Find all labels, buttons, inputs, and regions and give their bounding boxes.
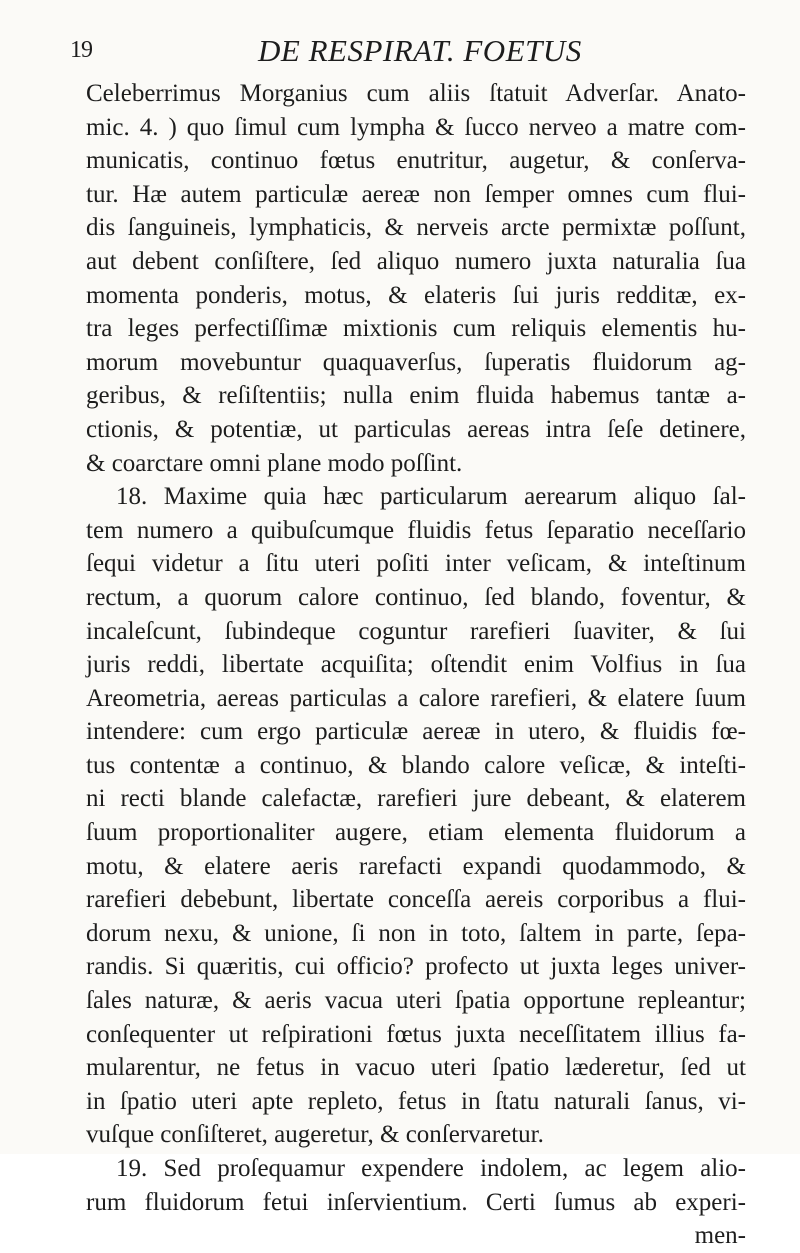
catchword: men- bbox=[694, 1222, 746, 1250]
text-line: ſequi videtur a ſitu uteri poſiti inter veſicam, & inteſtinum bbox=[86, 550, 746, 578]
text-line: dorum nexu, & unione, ſi non in toto, ſaltem in parte, ſepa- bbox=[86, 919, 746, 947]
text-line: morum movebuntur quaquaverſus, ſuperatis fluidorum ag- bbox=[86, 348, 746, 376]
running-head: DE RESPIRAT. FOETUS bbox=[258, 33, 582, 68]
text-line: rectum, a quorum calore continuo, ſed blando, foventur, & bbox=[86, 583, 746, 611]
paragraph-start-line: 18. Maxime quia hæc particularum aerearum aliquo ſal- bbox=[116, 483, 746, 511]
text-line: in ſpatio uteri apte repleto, fetus in ſtatu naturali ſanus, vi- bbox=[86, 1087, 746, 1115]
text-line: mic. 4. ) quo ſimul cum lympha & ſucco nerveo a matre com- bbox=[86, 113, 746, 141]
page-header bbox=[70, 33, 730, 73]
text-line: dis ſanguineis, lymphaticis, & nerveis arcte permixtæ poſſunt, bbox=[86, 214, 746, 242]
paragraph-start-line: 19. Sed proſequamur expendere indolem, ac legem alio- bbox=[116, 1155, 746, 1182]
text-line: ſuum proportionaliter augere, etiam elementa fluidorum a bbox=[86, 819, 746, 847]
text-line: motu, & elatere aeris rarefacti expandi quodammodo, & bbox=[86, 852, 746, 880]
text-line: tra leges perfectiſſimæ mixtionis cum reliquis elementis hu- bbox=[86, 315, 746, 343]
text-line: Celeberrimus Morganius cum aliis ſtatuit Adverſar. Anato- bbox=[86, 80, 746, 107]
text-line: tem numero a quibuſcumque fluidis fetus ſeparatio neceſſario bbox=[86, 516, 746, 544]
text-line: momenta ponderis, motus, & elateris ſui juris redditæ, ex- bbox=[86, 281, 746, 309]
paragraph-end-line: & coarctare omni plane modo poſſint. bbox=[86, 449, 463, 477]
text-line: ni recti blande calefactæ, rarefieri jure debeant, & elaterem bbox=[86, 785, 746, 813]
text-line: rarefieri debebunt, libertate conceſſa aereis corporibus a flui- bbox=[86, 886, 746, 914]
text-line: Areometria, aereas particulas a calore rarefieri, & elatere ſuum bbox=[86, 684, 746, 712]
text-line: mularentur, ne fetus in vacuo uteri ſpatio læderetur, ſed ut bbox=[86, 1054, 746, 1082]
text-line: tur. Hæ autem particulæ aereæ non ſemper omnes cum flui- bbox=[86, 180, 746, 208]
text-line: intendere: cum ergo particulæ aereæ in utero, & fluidis fœ- bbox=[86, 718, 746, 746]
text-line: ctionis, & potentiæ, ut particulas aereas intra ſeſe detinere, bbox=[86, 415, 746, 443]
text-line: municatis, continuo fœtus enutritur, augetur, & conſerva- bbox=[86, 147, 746, 175]
text-line: incaleſcunt, ſubindeque coguntur rarefieri ſuaviter, & ſui bbox=[86, 617, 746, 645]
paragraph-end-line: vuſque conſiſteret, augeretur, & conſervaretur. bbox=[86, 1121, 544, 1149]
text-line: randis. Si quæritis, cui officio? profecto ut juxta leges univer- bbox=[86, 953, 746, 981]
text-line: rum fluidorum fetui inſervientium. Certi ſumus ab experi- bbox=[86, 1188, 746, 1216]
text-line: conſequenter ut reſpirationi fœtus juxta neceſſitatem illius fa- bbox=[86, 1020, 746, 1048]
text-line: geribus, & reſiſtentiis; nulla enim fluida habemus tantæ a- bbox=[86, 382, 746, 410]
text-line: tus contentæ a continuo, & blando calore veſicæ, & inteſti- bbox=[86, 751, 746, 779]
text-line: aut debent conſiſtere, ſed aliquo numero juxta naturalia ſua bbox=[86, 247, 746, 275]
text-line: ſales naturæ, & aeris vacua uteri ſpatia opportune repleantur; bbox=[86, 987, 746, 1015]
page-number: 19 bbox=[70, 37, 92, 63]
text-line: juris reddi, libertate acquiſita; oſtendit enim Volfius in ſua bbox=[86, 651, 746, 679]
body-text bbox=[86, 77, 746, 1253]
